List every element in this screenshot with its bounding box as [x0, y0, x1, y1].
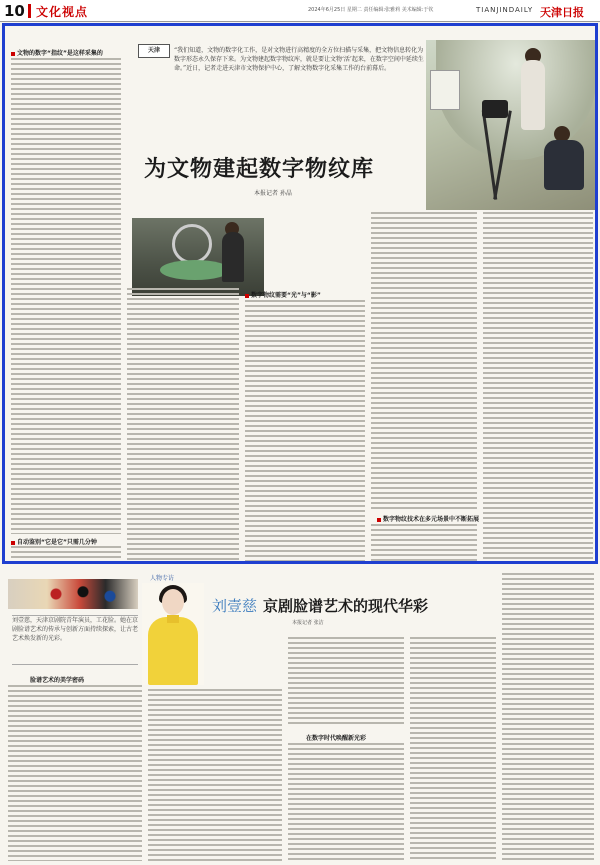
bottom-story[interactable]: [0, 567, 600, 865]
headline: 为文物建起数字物纹库: [144, 157, 375, 182]
bottom-column-1: [8, 685, 142, 861]
body-column-1b: [11, 546, 121, 564]
bottom-column-3: [288, 637, 404, 725]
subhead-left: 脸谱艺术的美学密码: [30, 677, 85, 684]
headline-name: 刘壹慈: [212, 597, 258, 615]
digitization-photo: [426, 40, 596, 210]
story-tag: 人物专访: [150, 575, 175, 582]
body-column-3: [245, 300, 365, 564]
bottom-column-5: [502, 573, 594, 861]
body-column-4b: [371, 524, 477, 564]
masthead: [0, 0, 600, 22]
body-column-2: [127, 288, 239, 564]
column-logo: 天津: [138, 44, 170, 58]
byline: 本报记者 张洁: [292, 620, 324, 626]
headline-main: 京剧脸谱艺术的现代华彩: [263, 597, 429, 615]
portrait-photo: [142, 583, 204, 685]
lede: “我们知道，文物的数字化工作，是对文物进行高精度的全方位扫描与采集，把文物信息转化为数字形态永久保存下来。为文物建起数字物纹库，就是要让文物‘活’起来，在数字空间中延续生命。”近日，记者走进天津市文物保护中心，了解文物数字化采集工作的台前幕后。: [174, 47, 424, 72]
page-number: 10: [4, 2, 25, 20]
bottom-column-4: [410, 637, 496, 861]
headline: [212, 595, 428, 616]
subhead-center: 在数字时代唤醒新光彩: [306, 735, 367, 742]
intro-quote: 刘壹慈，天津京剧院青年演员，工花脸。她在京剧脸谱艺术的传承与创新方面持续探索，让古老艺术焕发新的光彩。: [12, 615, 138, 665]
side-headline: 文物的数字“指纹”是这样采集的: [11, 48, 103, 57]
bottom-column-3b: [288, 743, 404, 861]
section-name: 文化视点: [36, 5, 89, 19]
paper-logo: 天津日报: [540, 6, 584, 19]
top-story[interactable]: [2, 23, 598, 564]
issue-info: 2024年6月25日 星期二 责任编辑:张雅莉 美术编辑:于钦: [308, 7, 434, 13]
side-headline-bottom: 自动鉴别“它是它”只需几分钟: [11, 537, 97, 546]
mid-headline-center: 数字物纹技术在多元场景中不断拓展: [377, 514, 479, 523]
body-column-4: [371, 212, 477, 512]
bottom-column-2: [148, 689, 282, 861]
camera-icon: [482, 100, 508, 118]
byline: 本报记者 孙晶: [254, 190, 292, 197]
body-column-1: [11, 58, 121, 534]
body-column-5: [483, 212, 593, 564]
section-marker: [28, 4, 31, 18]
mid-headline-left: 数字物纹需要“光”与“影”: [245, 290, 321, 299]
opera-mask-image: [8, 579, 138, 609]
scanning-photo: [132, 218, 264, 296]
paper-name-english: TIANJINDAILY: [476, 6, 534, 14]
